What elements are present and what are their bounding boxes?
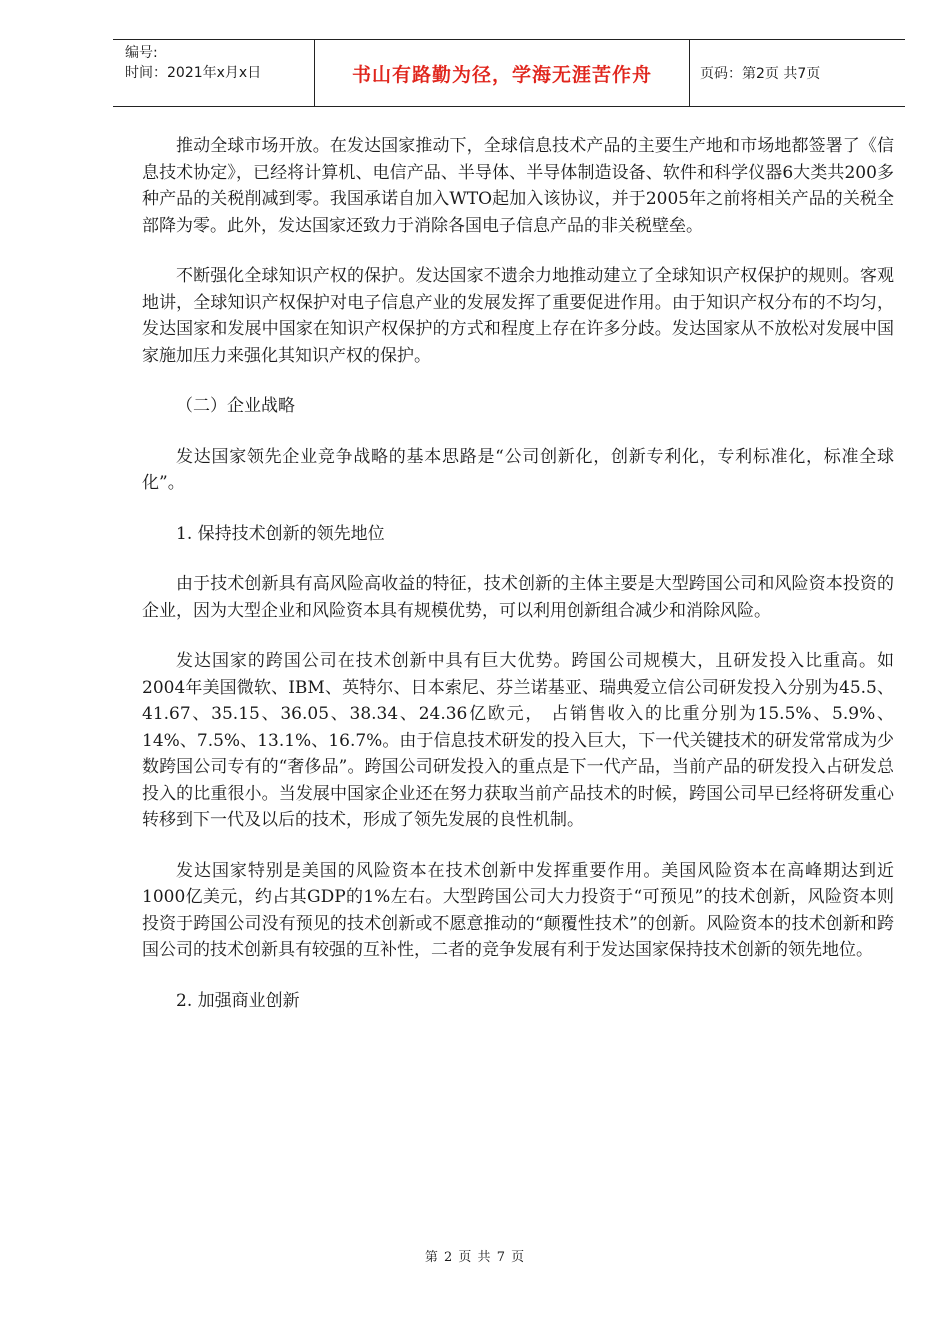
paragraph: 发达国家的跨国公司在技术创新中具有巨大优势。跨国公司规模大，且研发投入比重高。如2004年美国微软、IBM、英特尔、日本索尼、芬兰诺基亚、瑞典爱立信公司研发投入分别为45.5、41.67、35.15、36.05、38.34、24.36亿欧元， 占销售收入的比重分别为15.5%、5.9%、14%、7.5%、13.1%、16.7%。由于信息技术研发的投入巨大，下一代关键技术的研发常常成为少数跨国公司专有的“奢侈品”。跨国公司研发投入的重点是下一代产品，当前产品的研发投入占研发总投入的比重很小。当发展中国家企业还在努力获取当前产品技术的时候，跨国公司早已经将研发重心转移到下一代及以后的技术，形成了领先发展的良性机制。 xyxy=(142,651,894,830)
subsection-heading: 1. 保持技术创新的领先地位 xyxy=(176,523,385,544)
header-motto-cell xyxy=(315,40,690,106)
paragraph: 发达国家特别是美国的风险资本在技术创新中发挥重要作用。美国风险资本在高峰期达到近1000亿美元，约占其GDP的1%左右。大型跨国公司大力投资于“可预见”的技术创新，风险资本则投资于跨国公司没有预见的技术创新或不愿意推动的“颠覆性技术”的创新。风险资本的技术创新和跨国公司的技术创新具有较强的互补性，二者的竞争发展有利于发达国家保持技术创新的领先地位。 xyxy=(142,860,894,960)
document-body xyxy=(142,133,894,1038)
subsection-heading: 2. 加强商业创新 xyxy=(176,990,300,1011)
section-heading: （二）企业战略 xyxy=(176,396,295,416)
document-number-label: 编号: xyxy=(125,45,158,61)
document-time-label: 时间：2021年x月x日 xyxy=(125,65,262,81)
paragraph: 不断强化全球知识产权的保护。发达国家不遗余力地推动建立了全球知识产权保护的规则。客观地讲，全球知识产权保护对电子信息产业的发展发挥了重要促进作用。由于知识产权分布的不均匀，发达国家和发展中国家在知识产权保护的方式和程度上存在许多分歧。发达国家从不放松对发展中国家施加压力来强化其知识产权的保护。 xyxy=(142,266,894,366)
header-page-cell xyxy=(690,40,905,106)
paragraph: 发达国家领先企业竞争战略的基本思路是“公司创新化，创新专利化，专利标准化，标准全球化”。 xyxy=(142,446,894,493)
paragraph: 由于技术创新具有高风险高收益的特征，技术创新的主体主要是大型跨国公司和风险资本投资的企业，因为大型企业和风险资本具有规模优势，可以利用创新组合减少和消除风险。 xyxy=(142,574,894,621)
header-info-cell xyxy=(113,40,315,106)
header-motto: 书山有路勤为径，学海无涯苦作舟 xyxy=(351,63,652,86)
paragraph: 推动全球市场开放。在发达国家推动下，全球信息技术产品的主要生产地和市场地都签署了《信息技术协定》，已经将计算机、电信产品、半导体、半导体制造设备、软件和科学仪器6大类共200多种产品的关税削减到零。我国承诺自加入WTO起加入该协议，并于2005年之前将相关产品的关税全部降为零。此外，发达国家还致力于消除各国电子信息产品的非关税壁垒。 xyxy=(142,136,894,236)
document-header xyxy=(113,39,905,107)
header-page-label: 页码：第2页 共7页 xyxy=(700,66,821,82)
page-footer: 第 2 页 共 7 页 xyxy=(424,1250,526,1265)
